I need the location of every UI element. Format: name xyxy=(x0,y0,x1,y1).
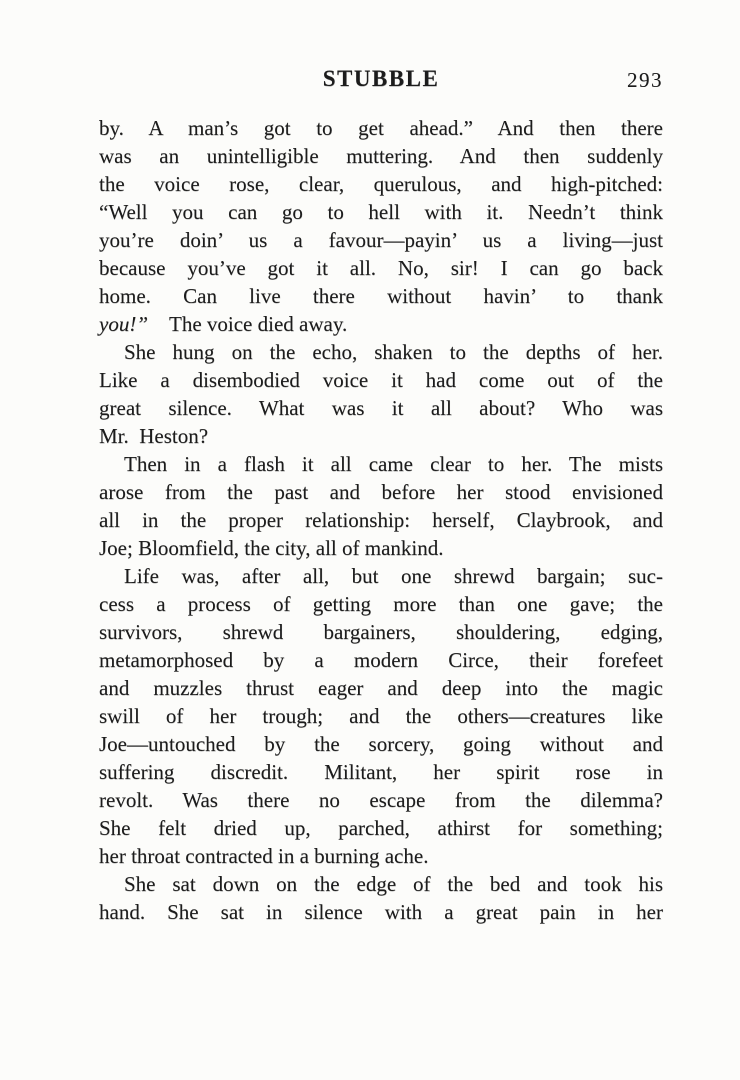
text-segment: was an unintelligible muttering. And then suddenly xyxy=(99,144,663,168)
text-segment: home. Can live there without havin’ to thank xyxy=(99,284,663,308)
text-segment: She hung on the echo, shaken to the depths of her. xyxy=(124,340,663,364)
text-line xyxy=(99,758,663,786)
text-line xyxy=(99,394,663,422)
text-line xyxy=(99,562,663,590)
text-line xyxy=(99,226,663,254)
text-line xyxy=(99,618,663,646)
text-line xyxy=(99,646,663,674)
text-segment: The voice died away. xyxy=(148,312,348,336)
text-line xyxy=(99,114,663,142)
text-segment: survivors, shrewd bargainers, shouldering, edging, xyxy=(99,620,663,644)
text-line xyxy=(99,870,663,898)
text-segment: her throat contracted in a burning ache. xyxy=(99,844,429,868)
text-segment: swill of her trough; and the others—creatures like xyxy=(99,704,663,728)
text-line xyxy=(99,842,663,870)
text-segment: and muzzles thrust eager and deep into the magic xyxy=(99,676,663,700)
text-line xyxy=(99,478,663,506)
text-line xyxy=(99,254,663,282)
text-segment: She sat down on the edge of the bed and took his xyxy=(124,872,663,896)
page-body xyxy=(99,114,663,926)
text-segment: the voice rose, clear, querulous, and high-pitched: xyxy=(99,172,663,196)
text-line xyxy=(99,338,663,366)
text-segment: Life was, after all, but one shrewd bargain; suc- xyxy=(124,564,663,588)
text-line xyxy=(99,786,663,814)
text-segment: Mr. Heston? xyxy=(99,424,209,448)
text-line xyxy=(99,814,663,842)
text-segment: Joe—untouched by the sorcery, going without and xyxy=(99,732,663,756)
text-line xyxy=(99,674,663,702)
text-line xyxy=(99,506,663,534)
text-segment: metamorphosed by a modern Circe, their forefeet xyxy=(99,648,663,672)
text-segment: “Well you can go to hell with it. Needn’t think xyxy=(99,200,663,224)
text-segment: because you’ve got it all. No, sir! I can go back xyxy=(99,256,663,280)
text-line xyxy=(99,534,663,562)
text-segment: arose from the past and before her stood envisioned xyxy=(99,480,663,504)
text-segment: you’re doin’ us a favour—payin’ us a living—just xyxy=(99,228,663,252)
text-segment: Like a disembodied voice it had come out of the xyxy=(99,368,663,392)
text-line xyxy=(99,898,663,926)
text-segment: She felt dried up, parched, athirst for something; xyxy=(99,816,663,840)
text-segment: Joe; Bloomfield, the city, all of mankind. xyxy=(99,536,444,560)
text-line xyxy=(99,282,663,310)
page-header xyxy=(99,66,663,96)
text-segment: cess a process of getting more than one gave; the xyxy=(99,592,663,616)
text-line xyxy=(99,590,663,618)
text-segment: revolt. Was there no escape from the dilemma? xyxy=(99,788,663,812)
italic-text-segment: you!” xyxy=(99,312,148,336)
text-segment: suffering discredit. Militant, her spirit rose in xyxy=(99,760,663,784)
page-number: 293 xyxy=(627,68,663,92)
text-segment: great silence. What was it all about? Who was xyxy=(99,396,663,420)
text-line xyxy=(99,366,663,394)
text-line xyxy=(99,170,663,198)
text-segment: hand. She sat in silence with a great pain in her xyxy=(99,900,663,924)
text-segment: Then in a flash it all came clear to her. The mists xyxy=(124,452,663,476)
text-line xyxy=(99,198,663,226)
text-segment: all in the proper relationship: herself, Claybrook, and xyxy=(99,508,663,532)
text-line xyxy=(99,310,663,338)
running-title: STUBBLE xyxy=(322,66,440,91)
text-segment: by. A man’s got to get ahead.” And then there xyxy=(99,116,663,140)
text-line xyxy=(99,142,663,170)
text-line xyxy=(99,730,663,758)
text-line xyxy=(99,702,663,730)
text-line xyxy=(99,450,663,478)
text-line xyxy=(99,422,663,450)
